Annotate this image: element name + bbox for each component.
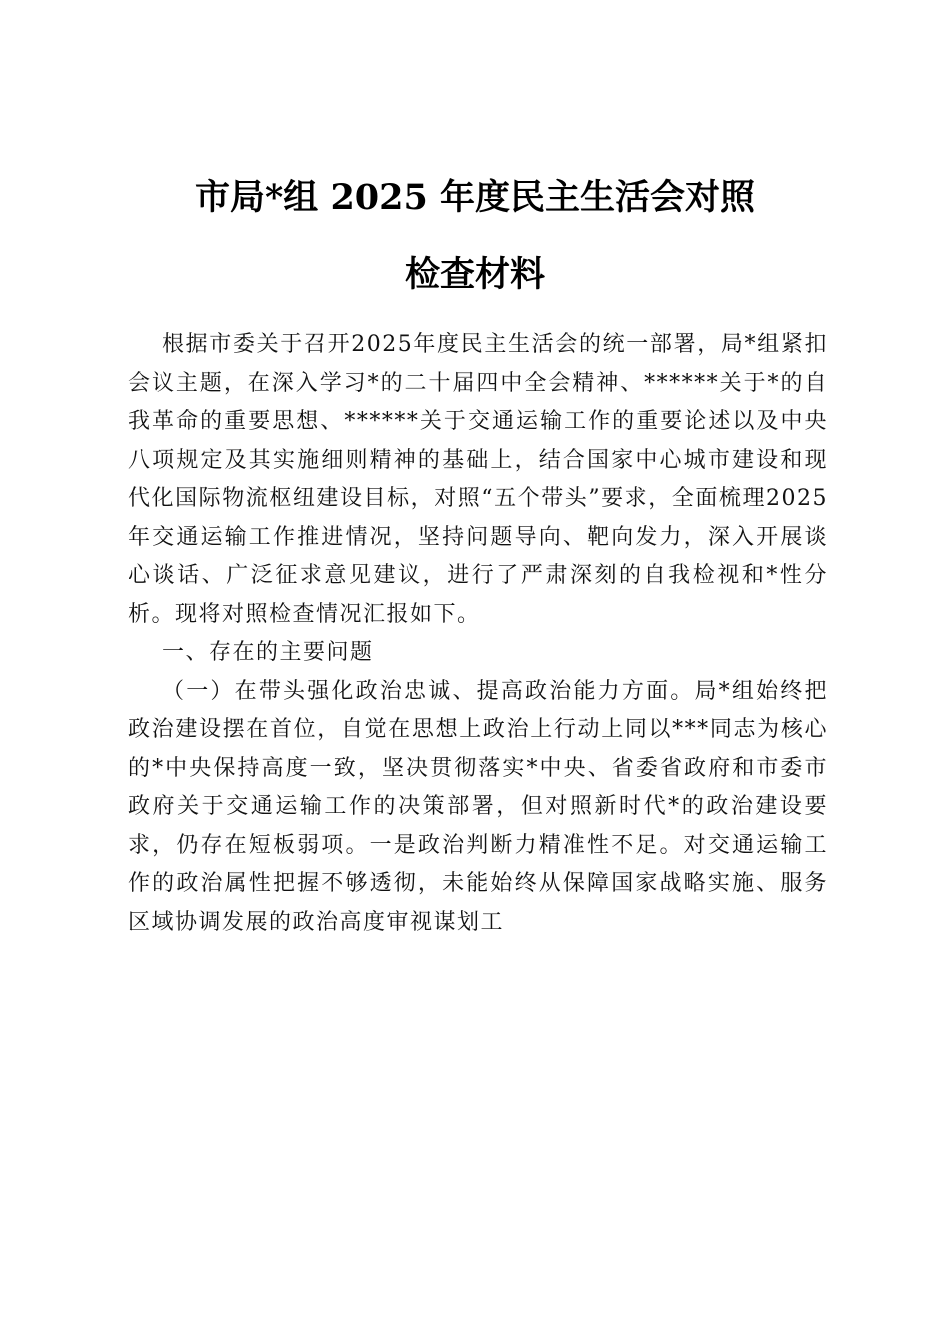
document-title-line-1: 市局*组 2025 年度民主生活会对照 xyxy=(194,177,756,218)
document-body xyxy=(128,326,828,942)
section-heading: 一、存在的主要问题 xyxy=(162,640,374,665)
subsection-paragraph: （一）在带头强化政治忠诚、提高政治能力方面。局*组始终把政治建设摆在首位，自觉在思想上政治上行动上同以***同志为核心的*中央保持高度一致，坚决贯彻落实*中央、省委省政府和市委市政府关于交通运输工作的决策部署，但对照新时代*的政治建设要求，仍存在短板弱项。一是政治判断力精准性不足。对交通运输工作的政治属性把握不够透彻，未能始终从保障国家战略实施、服务区域协调发展的政治高度审视谋划工 xyxy=(128,678,828,935)
document-title-line-2: 检查材料 xyxy=(404,254,545,295)
intro-paragraph: 根据市委关于召开2025年度民主生活会的统一部署，局*组紧扣会议主题，在深入学习*的二十届四中全会精神、******关于*的自我革命的重要思想、******关于交通运输工作的重要论述以及中央八项规定及其实施细则精神的基础上，结合国家中心城市建设和现代化国际物流枢纽建设目标，对照“五个带头”要求，全面梳理2025年交通运输工作推进情况，坚持问题导向、靶向发力，深入开展谈心谈话、广泛征求意见建议，进行了严肃深刻的自我检视和*性分析。现将对照检查情况汇报如下。 xyxy=(128,332,828,627)
